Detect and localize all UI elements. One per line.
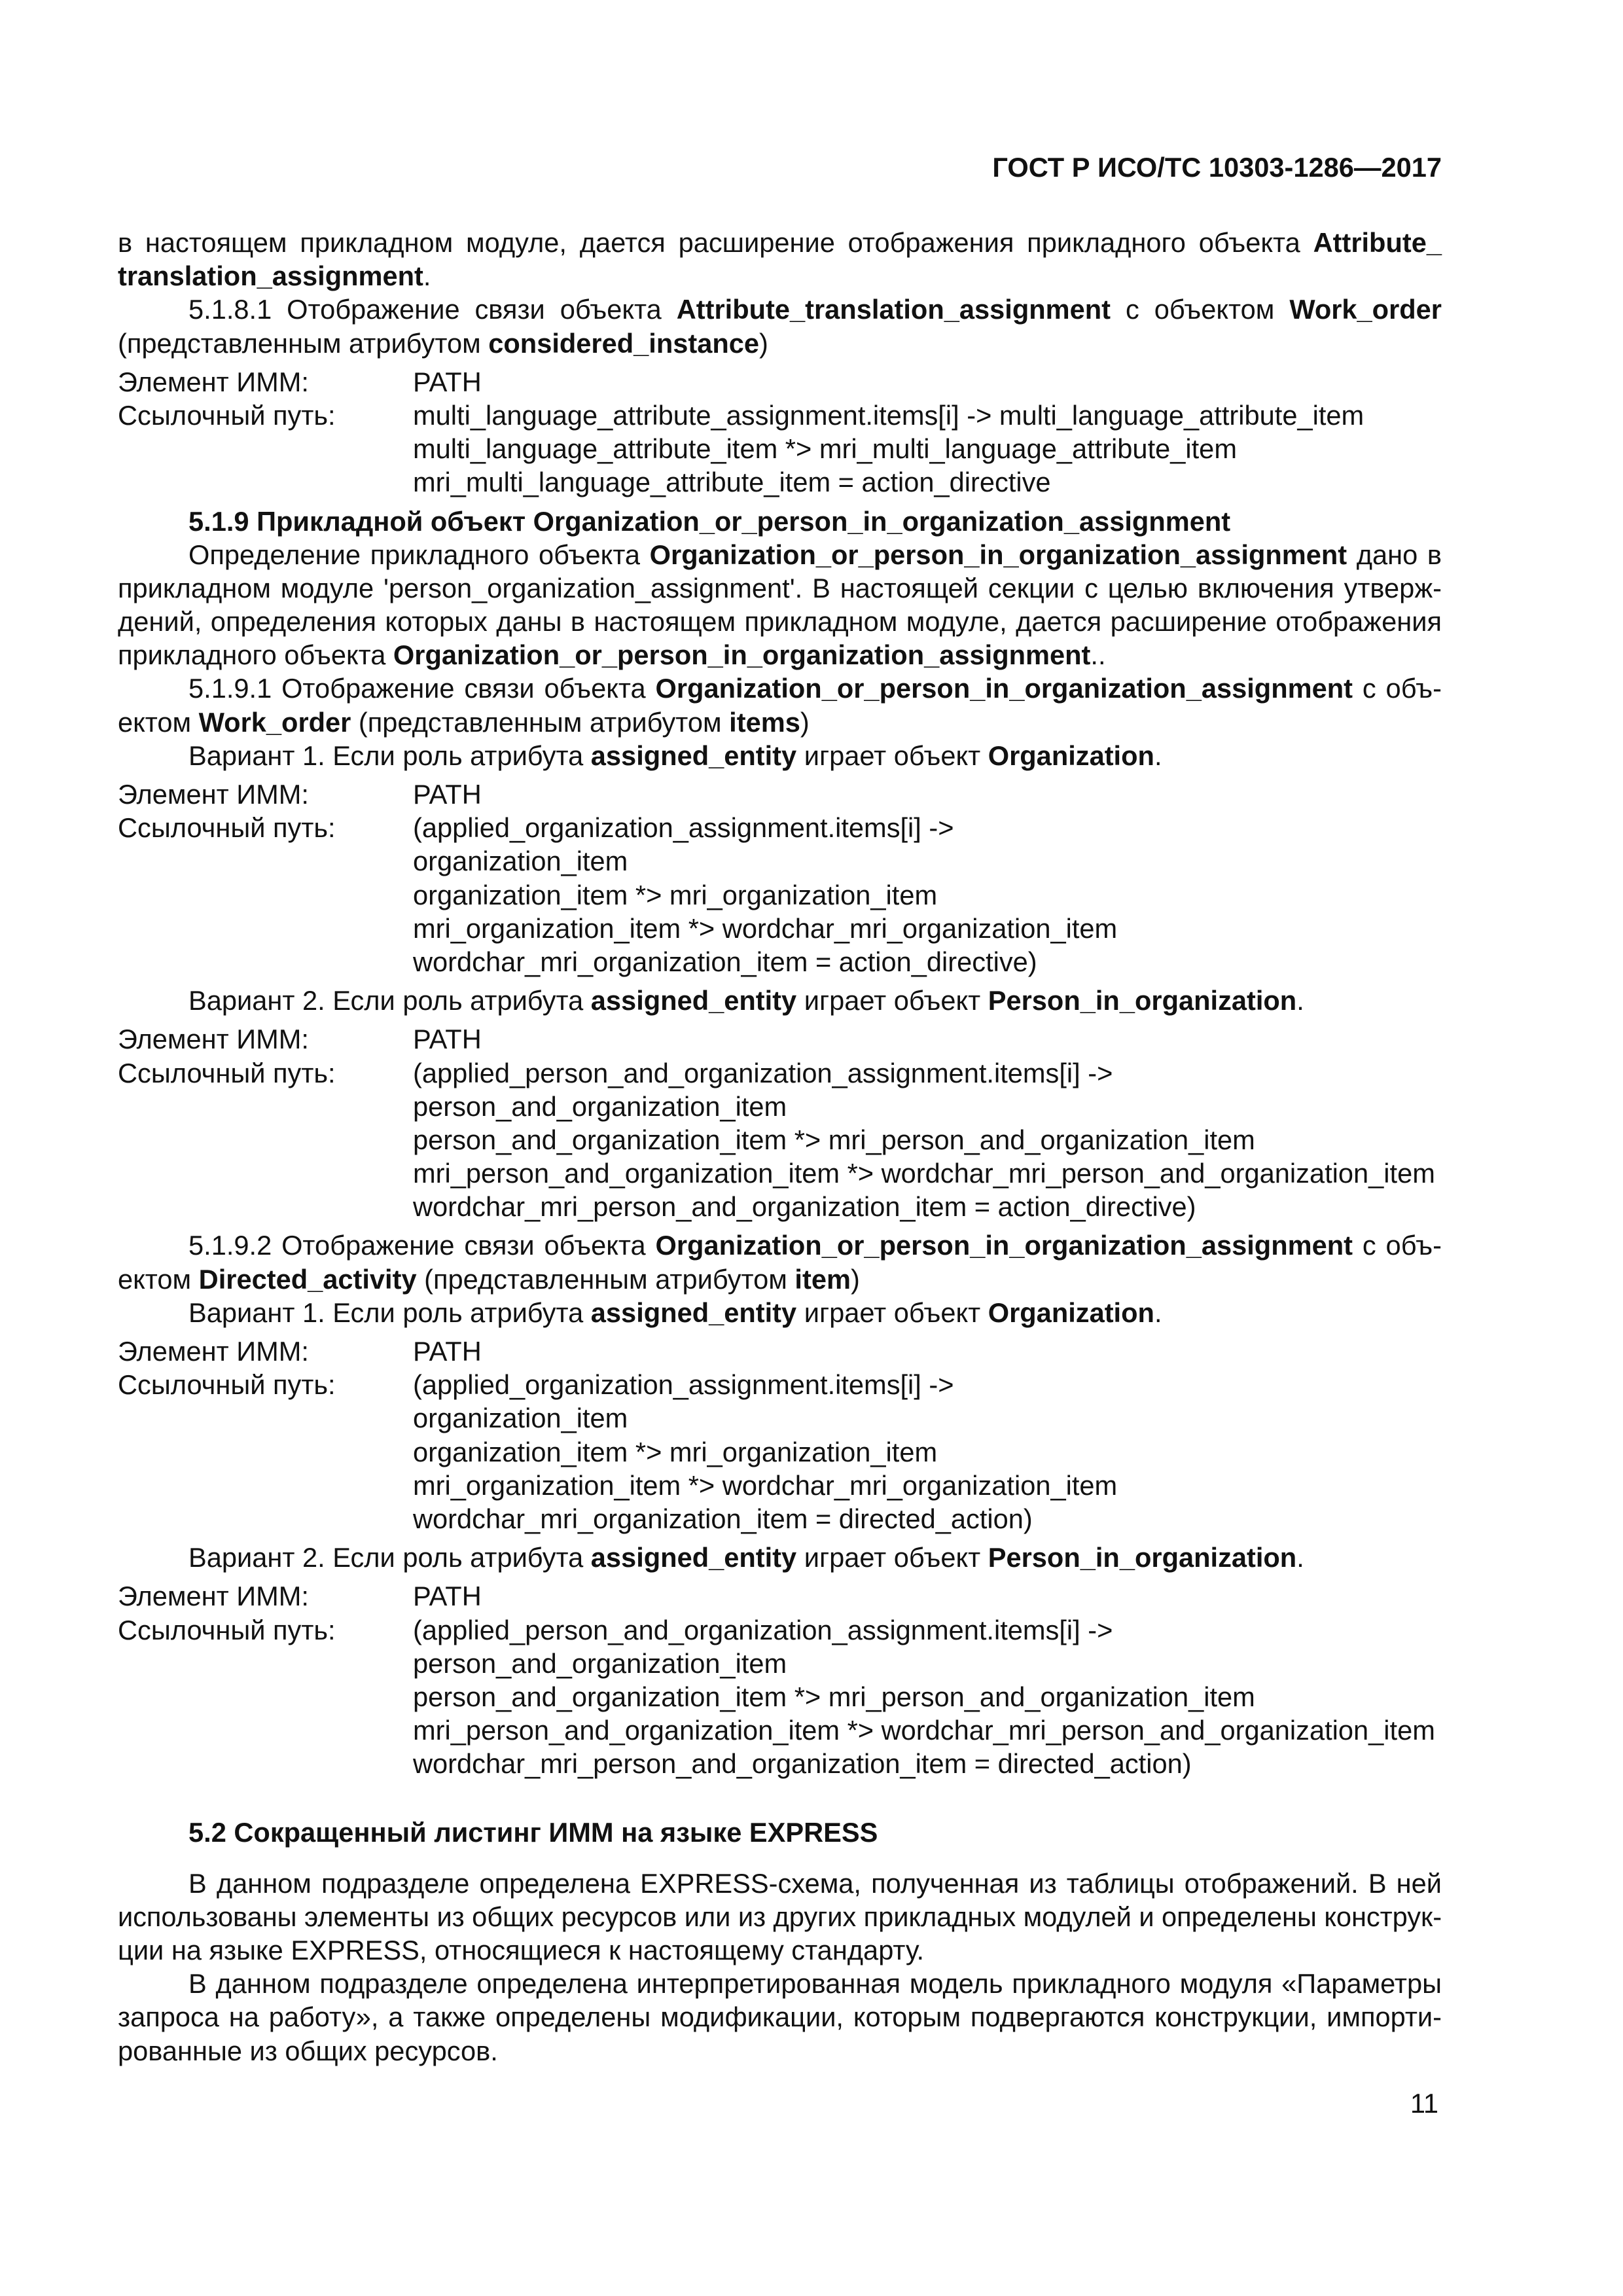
bold-term: Organization_or_person_in_organization_assignment bbox=[649, 539, 1347, 570]
reference-path-row bbox=[118, 399, 1442, 499]
path-line bbox=[413, 1368, 1442, 1401]
path-line bbox=[413, 432, 1442, 465]
mapping-block bbox=[118, 1335, 1442, 1535]
paragraph bbox=[118, 1867, 1442, 1967]
reference-path-row bbox=[118, 811, 1442, 978]
path-line-text: mri_person_and_organization_item *> wordchar_mri_person_and_organization_item bbox=[413, 1158, 1435, 1189]
path-line-text: person_and_organization_item *> mri_person_and_organization_item bbox=[413, 1681, 1255, 1712]
line-text bbox=[118, 2000, 1442, 2034]
bold-term: Work_order bbox=[1289, 294, 1442, 325]
reference-path-row bbox=[118, 1056, 1442, 1224]
element-row bbox=[118, 1579, 1442, 1613]
bold-term: considered_instance bbox=[488, 327, 760, 359]
line-text bbox=[118, 605, 1442, 638]
path-line-text: mri_multi_language_attribute_item = action_directive bbox=[413, 467, 1051, 498]
line-text bbox=[188, 1296, 1162, 1329]
line-text bbox=[118, 1263, 860, 1296]
path-line-text: organization_item bbox=[413, 1403, 628, 1434]
path-line-text: (applied_organization_assignment.items[i] -> bbox=[413, 812, 954, 844]
text-run: ) bbox=[850, 1263, 860, 1295]
path-line bbox=[413, 1401, 1442, 1435]
text-run: . bbox=[423, 260, 431, 292]
section-heading bbox=[118, 1816, 1442, 1849]
bold-term: item bbox=[794, 1263, 851, 1295]
element-value-column bbox=[413, 1335, 1442, 1368]
path-line-text: wordchar_mri_person_and_organization_item = directed_action) bbox=[413, 1748, 1192, 1780]
element-value-column bbox=[413, 365, 1442, 399]
path-line-text: mri_person_and_organization_item *> wordchar_mri_person_and_organization_item bbox=[413, 1715, 1435, 1746]
text-line bbox=[118, 2034, 1442, 2068]
path-label: Ссылочный путь: bbox=[118, 1369, 336, 1401]
path-line-text: wordchar_mri_person_and_organization_item = action_directive) bbox=[413, 1191, 1196, 1223]
line-text bbox=[188, 739, 1162, 772]
bold-term: Organization_or_person_in_organization_assignment bbox=[393, 639, 1091, 671]
text-run: использованы элементы из общих ресурсов или из других прикладных модулей и определены конструк- bbox=[118, 1901, 1442, 1932]
text-run: ектом bbox=[118, 1263, 199, 1295]
reference-path-column bbox=[413, 399, 1442, 499]
text-run: дано в bbox=[1347, 539, 1442, 570]
bold-term: Attribute_ bbox=[1313, 227, 1442, 258]
text-run: . bbox=[1154, 1297, 1162, 1328]
reference-path-row bbox=[118, 1368, 1442, 1535]
path-line bbox=[413, 1157, 1442, 1190]
bold-term: Organization bbox=[988, 1297, 1154, 1328]
bold-term: Organization bbox=[988, 740, 1154, 771]
path-line bbox=[413, 878, 1442, 912]
path-line bbox=[413, 1435, 1442, 1469]
text-line bbox=[118, 672, 1442, 705]
text-line bbox=[118, 1263, 1442, 1296]
text-line bbox=[118, 2000, 1442, 2034]
element-value-column bbox=[413, 1022, 1442, 1056]
reference-path-column bbox=[413, 1613, 1442, 1781]
line-text bbox=[188, 984, 1304, 1017]
path-line bbox=[413, 1469, 1442, 1502]
element-value-column bbox=[413, 1579, 1442, 1613]
bold-term: Person_in_organization bbox=[988, 1542, 1297, 1573]
bold-term: assigned_entity bbox=[590, 1297, 797, 1328]
paragraph bbox=[118, 984, 1442, 1017]
mapping-block bbox=[118, 778, 1442, 978]
reference-path-column bbox=[413, 1368, 1442, 1535]
path-line-text: multi_language_attribute_assignment.items[i] -> multi_language_attribute_item bbox=[413, 399, 1364, 431]
text-run: Вариант 2. Если роль атрибута bbox=[188, 985, 591, 1016]
path-line-text: (applied_organization_assignment.items[i] -> bbox=[413, 1369, 954, 1401]
paragraph bbox=[118, 1541, 1442, 1574]
line-text bbox=[188, 293, 1442, 326]
path-line-text: multi_language_attribute_item *> mri_multi_language_attribute_item bbox=[413, 433, 1237, 465]
text-line bbox=[118, 1967, 1442, 2000]
text-run: (представленным атрибутом bbox=[351, 706, 730, 738]
path-line-text: person_and_organization_item *> mri_person_and_organization_item bbox=[413, 1124, 1255, 1155]
element-value-line bbox=[413, 1579, 1442, 1613]
text-run: дений, определения которых даны в настоящем прикладном модуле, дается расширение отображения bbox=[118, 606, 1442, 637]
line-text bbox=[118, 706, 810, 739]
text-run: Вариант 1. Если роль атрибута bbox=[188, 740, 591, 771]
text-run: ции на языке EXPRESS, относящиеся к настоящему стандарту. bbox=[118, 1935, 925, 1965]
text-run: Определение прикладного объекта bbox=[188, 539, 650, 570]
reference-path-row bbox=[118, 1613, 1442, 1781]
line-text bbox=[118, 1933, 924, 1967]
text-run: . bbox=[1296, 1542, 1304, 1573]
element-value-line bbox=[413, 1335, 1442, 1368]
element-value-column bbox=[413, 778, 1442, 811]
line-text bbox=[118, 226, 1442, 259]
text-line bbox=[118, 638, 1442, 672]
subsection-heading bbox=[118, 505, 1442, 538]
heading-text: 5.2 Сокращенный листинг ИММ на языке EXPRESS bbox=[188, 1817, 878, 1848]
bold-term: translation_assignment bbox=[118, 260, 423, 292]
path-line bbox=[413, 1502, 1442, 1535]
path-line bbox=[413, 1123, 1442, 1157]
path-line-text: person_and_organization_item bbox=[413, 1090, 787, 1122]
line-text bbox=[118, 1900, 1442, 1933]
text-run: ектом bbox=[118, 706, 199, 738]
line-text bbox=[188, 672, 1442, 705]
reference-path-column bbox=[413, 811, 1442, 978]
paragraph bbox=[118, 1296, 1442, 1329]
text-run: ) bbox=[800, 706, 810, 738]
line-text bbox=[118, 2034, 498, 2068]
text-run: играет объект bbox=[796, 985, 988, 1016]
document-code-header: ГОСТ Р ИСО/ТС 10303-1286—2017 bbox=[992, 152, 1442, 183]
path-label: Ссылочный путь: bbox=[118, 1614, 336, 1645]
text-line bbox=[118, 327, 1442, 360]
element-value: PATH bbox=[413, 1581, 482, 1612]
path-line bbox=[413, 1647, 1442, 1680]
line-text bbox=[118, 638, 1106, 672]
line-text bbox=[118, 259, 431, 293]
line-text bbox=[118, 571, 1442, 605]
path-label: Ссылочный путь: bbox=[118, 399, 336, 431]
line-text bbox=[188, 1229, 1442, 1262]
text-run: играет объект bbox=[796, 1297, 988, 1328]
path-line bbox=[413, 844, 1442, 878]
text-run: в настоящем прикладном модуле, дается расширение отображения прикладного объекта bbox=[118, 227, 1313, 258]
text-line bbox=[118, 605, 1442, 638]
text-run: прикладного объекта bbox=[118, 639, 393, 671]
body-text bbox=[118, 226, 1442, 2068]
text-line bbox=[118, 538, 1442, 571]
text-run: ) bbox=[759, 327, 768, 359]
element-label: Элемент ИММ: bbox=[118, 1024, 309, 1055]
path-line-text: person_and_organization_item bbox=[413, 1647, 787, 1679]
path-line-text: organization_item *> mri_organization_item bbox=[413, 1436, 938, 1467]
path-line-text: mri_organization_item *> wordchar_mri_organization_item bbox=[413, 1469, 1118, 1501]
mapping-block bbox=[118, 1579, 1442, 1780]
path-line-text: mri_organization_item *> wordchar_mri_organization_item bbox=[413, 912, 1118, 944]
element-label: Элемент ИММ: bbox=[118, 1336, 309, 1367]
path-label: Ссылочный путь: bbox=[118, 812, 336, 844]
path-line bbox=[413, 811, 1442, 844]
text-line bbox=[118, 1541, 1442, 1574]
element-label: Элемент ИММ: bbox=[118, 366, 309, 397]
text-run: запроса на работу», а также определены модификации, которым подвергаются конструкции, импорти- bbox=[118, 2001, 1442, 2033]
line-text bbox=[188, 1967, 1442, 2000]
text-run: Вариант 1. Если роль атрибута bbox=[188, 1297, 591, 1328]
path-line bbox=[413, 1680, 1442, 1713]
path-line bbox=[413, 1747, 1442, 1780]
text-run: 5.1.9.2 Отображение связи объекта bbox=[188, 1230, 656, 1261]
bold-term: Directed_activity bbox=[198, 1263, 417, 1295]
text-line bbox=[118, 1867, 1442, 1900]
element-row bbox=[118, 365, 1442, 399]
bold-term: Organization_or_person_in_organization_assignment bbox=[655, 1230, 1353, 1261]
path-line-text: organization_item bbox=[413, 846, 628, 877]
mapping-block bbox=[118, 365, 1442, 499]
text-run: 5.1.8.1 Отображение связи объекта bbox=[188, 294, 677, 325]
element-row bbox=[118, 778, 1442, 811]
path-line-text: wordchar_mri_organization_item = action_directive) bbox=[413, 946, 1037, 977]
paragraph bbox=[118, 739, 1442, 772]
paragraph bbox=[118, 538, 1442, 672]
paragraph bbox=[118, 1229, 1442, 1295]
element-value: PATH bbox=[413, 366, 482, 397]
text-run: с объектом bbox=[1111, 294, 1290, 325]
text-line bbox=[118, 571, 1442, 605]
path-line bbox=[413, 1713, 1442, 1747]
text-run: (представленным атрибутом bbox=[118, 327, 489, 359]
path-line bbox=[413, 1190, 1442, 1223]
text-line bbox=[118, 259, 1442, 293]
text-line bbox=[118, 1933, 1442, 1967]
path-line bbox=[413, 945, 1442, 978]
paragraph bbox=[118, 1967, 1442, 2068]
text-line bbox=[118, 1900, 1442, 1933]
bold-term: Person_in_organization bbox=[988, 985, 1297, 1016]
path-line-text: (applied_person_and_organization_assignment.items[i] -> bbox=[413, 1057, 1113, 1088]
element-value: PATH bbox=[413, 1336, 482, 1367]
bold-term: assigned_entity bbox=[590, 985, 797, 1016]
text-run: . bbox=[1296, 985, 1304, 1016]
text-run: .. bbox=[1090, 639, 1106, 671]
path-line-text: wordchar_mri_organization_item = directed_action) bbox=[413, 1503, 1033, 1534]
path-line-text: organization_item *> mri_organization_item bbox=[413, 879, 938, 910]
element-value-line bbox=[413, 1022, 1442, 1056]
element-row bbox=[118, 1022, 1442, 1056]
element-label: Элемент ИММ: bbox=[118, 1581, 309, 1612]
element-row bbox=[118, 1335, 1442, 1368]
path-line bbox=[413, 1090, 1442, 1123]
text-run: . bbox=[1154, 740, 1162, 771]
bold-term: Work_order bbox=[198, 706, 351, 738]
path-line bbox=[413, 1613, 1442, 1647]
text-run: играет объект bbox=[796, 740, 988, 771]
element-value: PATH bbox=[413, 1024, 482, 1055]
paragraph bbox=[118, 672, 1442, 738]
text-run: В данном подразделе определена интерпретированная модель прикладного модуля «Параметры bbox=[188, 1968, 1442, 2000]
text-run: (представленным атрибутом bbox=[416, 1263, 795, 1295]
element-label: Элемент ИММ: bbox=[118, 779, 309, 810]
text-run: с объ- bbox=[1353, 673, 1442, 704]
text-run: прикладном модуле 'person_organization_assignment'. В настоящей секции с целью включения утверж- bbox=[118, 572, 1442, 603]
text-line bbox=[118, 984, 1442, 1017]
bold-term: items bbox=[729, 706, 800, 738]
path-line bbox=[413, 912, 1442, 945]
text-run: играет объект bbox=[796, 1542, 988, 1573]
text-run: рованные из общих ресурсов. bbox=[118, 2035, 498, 2066]
line-text bbox=[118, 327, 768, 360]
text-run: Вариант 2. Если роль атрибута bbox=[188, 1542, 591, 1573]
text-line bbox=[118, 706, 1442, 739]
text-line bbox=[118, 226, 1442, 259]
element-value: PATH bbox=[413, 779, 482, 810]
element-value-line bbox=[413, 778, 1442, 811]
paragraph bbox=[118, 226, 1442, 293]
text-line bbox=[118, 293, 1442, 326]
text-run: В данном подразделе определена EXPRESS-схема, полученная из таблицы отображений. В ней bbox=[188, 1867, 1442, 1899]
mapping-block bbox=[118, 1022, 1442, 1223]
path-line bbox=[413, 1056, 1442, 1090]
path-line bbox=[413, 465, 1442, 499]
bold-term: assigned_entity bbox=[590, 1542, 797, 1573]
text-line bbox=[118, 739, 1442, 772]
text-line bbox=[118, 1229, 1442, 1262]
text-run: с объ- bbox=[1353, 1230, 1442, 1261]
path-line-text: (applied_person_and_organization_assignment.items[i] -> bbox=[413, 1614, 1113, 1645]
bold-term: assigned_entity bbox=[590, 740, 797, 771]
bold-term: Organization_or_person_in_organization_assignment bbox=[655, 673, 1353, 704]
path-line bbox=[413, 399, 1442, 432]
text-line bbox=[118, 1296, 1442, 1329]
page-number: 11 bbox=[1410, 2088, 1438, 2119]
line-text bbox=[188, 1541, 1304, 1574]
line-text bbox=[188, 1867, 1442, 1900]
reference-path-column bbox=[413, 1056, 1442, 1224]
bold-term: Attribute_translation_assignment bbox=[676, 294, 1111, 325]
text-run: 5.1.9.1 Отображение связи объекта bbox=[188, 673, 656, 704]
line-text bbox=[188, 538, 1442, 571]
element-value-line bbox=[413, 365, 1442, 399]
path-label: Ссылочный путь: bbox=[118, 1057, 336, 1088]
paragraph bbox=[118, 293, 1442, 359]
heading-text: 5.1.9 Прикладной объект Organization_or_person_in_organization_assignment bbox=[188, 505, 1231, 537]
